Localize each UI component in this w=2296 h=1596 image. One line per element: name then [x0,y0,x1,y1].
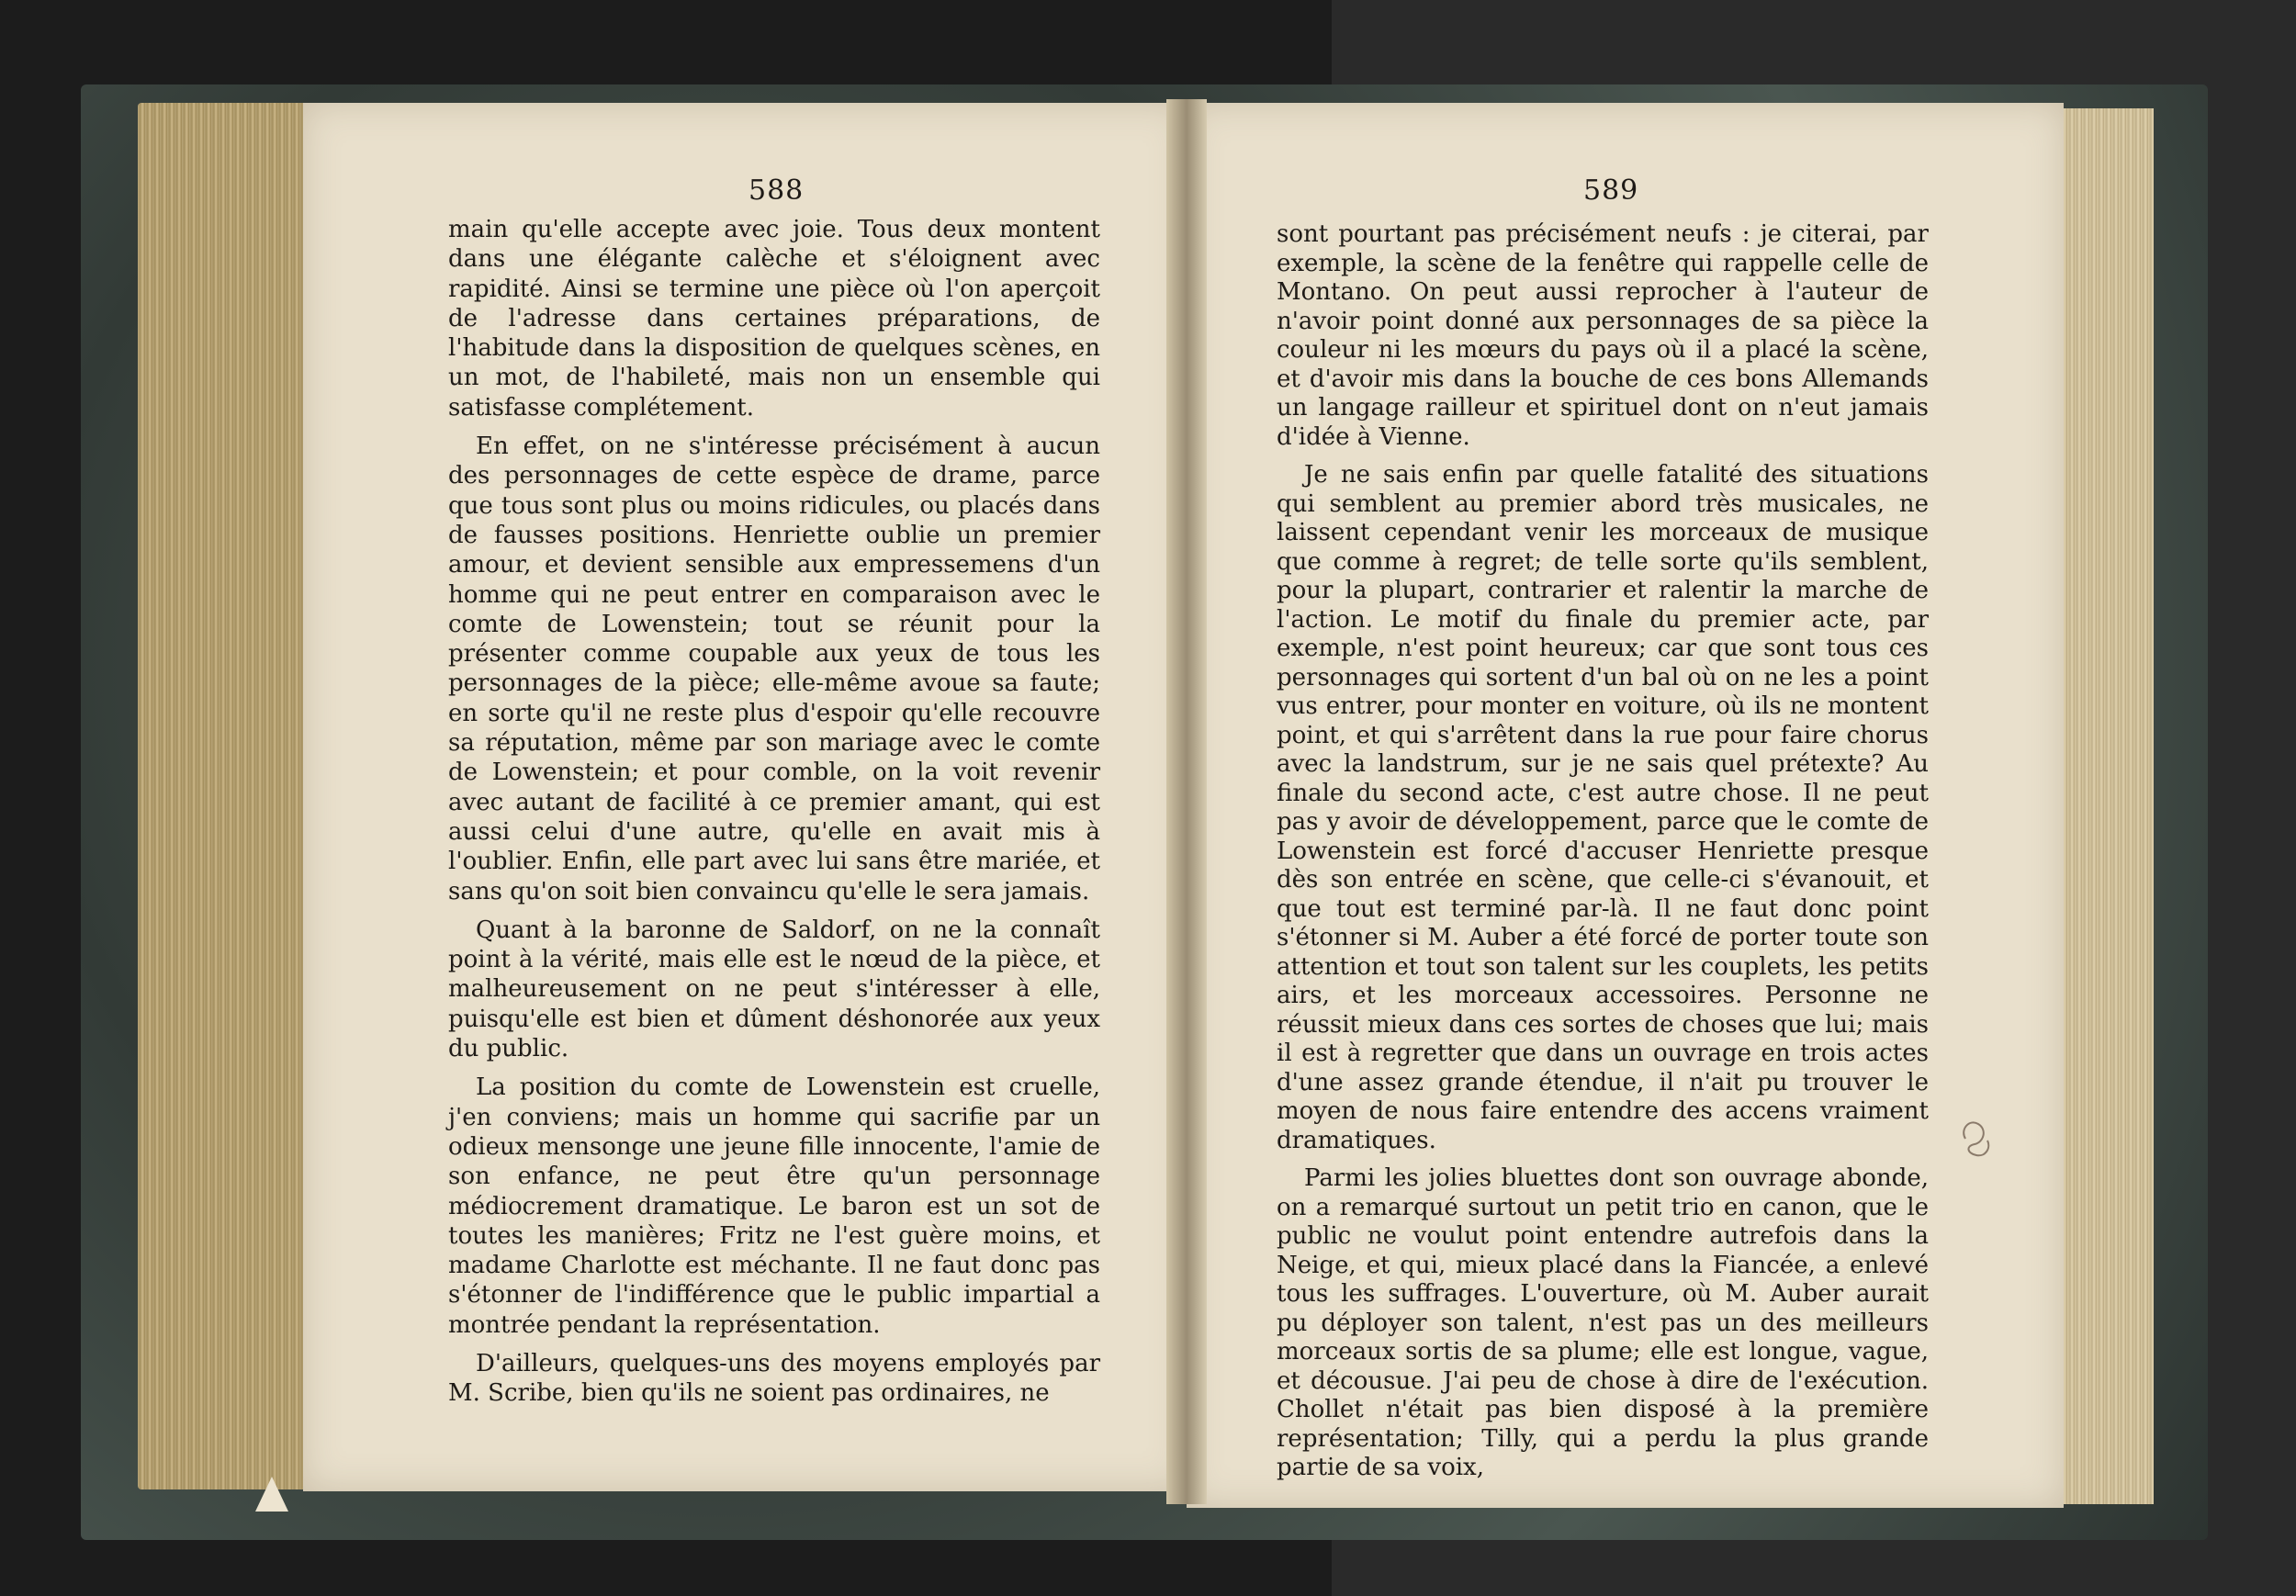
page-number-right: 589 [1583,174,1639,207]
paragraph: En effet, on ne s'intéresse précisément à aucun des personnages de cette espèce de drame, parce que tous sont plus ou moins ridicules, ou placés dans de fausses positions. Henriette oublie un premier amour, et devient sensible aux empressemens d'un homme qui ne peut entrer en comparaison avec le comte de Lowenstein; tout se réunit pour la présenter comme coupable aux yeux de tous les personnages de la pièce; elle-même avoue sa faute; en sorte qu'il ne reste plus d'espoir qu'elle recouvre sa réputation, même par son mariage avec le comte de Lowenstein; et pour comble, on la voit revenir avec autant de facilité à ce premier amant, qui est aussi celui d'une autre, qu'elle en avait mis à l'oublier. Enfin, elle part avec lui sans être mariée, et sans qu'on soit bien convaincu qu'elle le sera jamais. [448,433,1100,905]
paragraph: sont pourtant pas précisément neufs : je citerai, par exemple, la scène de la fenêtre qui rappelle celle de Montano. On peut aussi reprocher à l'auteur de n'avoir point donné aux personnages de sa pièce la couleur ni les mœurs du pays où il a placé la scène, et d'avoir mis dans la bouche de ces bons Allemands un langage railleur et spirituel dont on n'eut jamais d'idée à Vienne. [1277,220,1929,451]
paragraph: Je ne sais enfin par quelle fatalité des situations qui semblent au premier abord très musicales, ne laissent cependant venir les morceaux de musique que comme à regret; de telle sorte qu'ils semblent, pour la plupart, contrarier et ralentir la marche de l'action. Le motif du finale du premier acte, par exemple, n'est point heureux; car que sont tous ces personnages qui sortent d'un bal où on ne les a point vus entrer, pour monter en voiture, où ils ne montent point, et qui s'arrêtent dans la rue pour faire chorus avec la landstrum, sur je ne sais quel prétexte? Au finale du second acte, c'est autre chose. Il ne peut pas y avoir de développement, parce que le comte de Lowenstein est forcé d'accuser Henriette presque dès son entrée en scène, que celle-ci s'évanouit, et que tout est terminé par-là. Il ne faut donc point s'étonner si M. Auber a été forcé de porter toute son attention et tout son talent sur les couplets, les petits airs, et les morceaux accessoires. Personne ne réussit mieux dans ces sortes de choses que lui; mais il est à regretter que dans un ouvrage en trois actes d'une assez grande étendue, il n'ait pu trouver le moyen de nous faire entendre des accens vraiment dramatiques. [1277,461,1929,1154]
left-page [303,103,1187,1491]
paragraph: Quant à la baronne de Saldorf, on ne la connaît point à la vérité, mais elle est le nœud de la pièce, et malheureusement on ne peut s'intéresser à elle, puisqu'elle est bien et dûment déshonorée aux yeux du public. [448,916,1100,1063]
paragraph: main qu'elle accepte avec joie. Tous deux montent dans une élégante calèche et s'éloignent avec rapidité. Ainsi se termine une pièce où l'on aperçoit de l'adresse dans certaines préparations, de l'habitude dans la disposition de quelques scènes, en un mot, de l'habileté, mais non un ensemble qui satisfasse complétement. [448,216,1100,421]
pencil-mark-icon [1956,1102,1998,1161]
page-number-left: 588 [748,174,805,207]
page-edges-left [138,103,312,1489]
folded-corner [255,1477,288,1512]
book-gutter [1166,99,1207,1504]
paragraph: Parmi les jolies bluettes dont son ouvrage abonde, on a remarqué surtout un petit trio en canon, que le public ne voulut point entendre autrefois dans la Neige, et qui, mieux placé dans la Fiancée, a enlevé tous les suffrages. L'ouverture, où M. Auber aurait pu déployer son talent, n'est pas un des meilleurs morceaux sortis de sa plume; elle est longue, vague, et décousue. J'ai peu de chose à dire de l'exécution. Chollet n'était pas bien disposé à la première représentation; Tilly, qui a perdu la plus grande partie de sa voix, [1277,1164,1929,1481]
paragraph: La position du comte de Lowenstein est cruelle, j'en conviens; mais un homme qui sacrifie par un odieux mensonge une jeune fille innocente, l'amie de son enfance, ne peut être qu'un personnage médiocrement dramatique. Le baron est un sot de toutes les manières; Fritz ne l'est guère moins, et madame Charlotte est méchante. Il ne faut donc pas s'étonner de l'indifférence que le public impartial a montrée pendant la représentation. [448,1073,1100,1339]
paragraph: D'ailleurs, quelques-uns des moyens employés par M. Scribe, bien qu'ils ne soient pas ordinaires, ne [448,1349,1100,1408]
right-page [1187,103,2064,1508]
left-page-text [448,215,1100,1418]
right-page-text [1277,220,1929,1492]
page-edges-right [2053,108,2154,1504]
